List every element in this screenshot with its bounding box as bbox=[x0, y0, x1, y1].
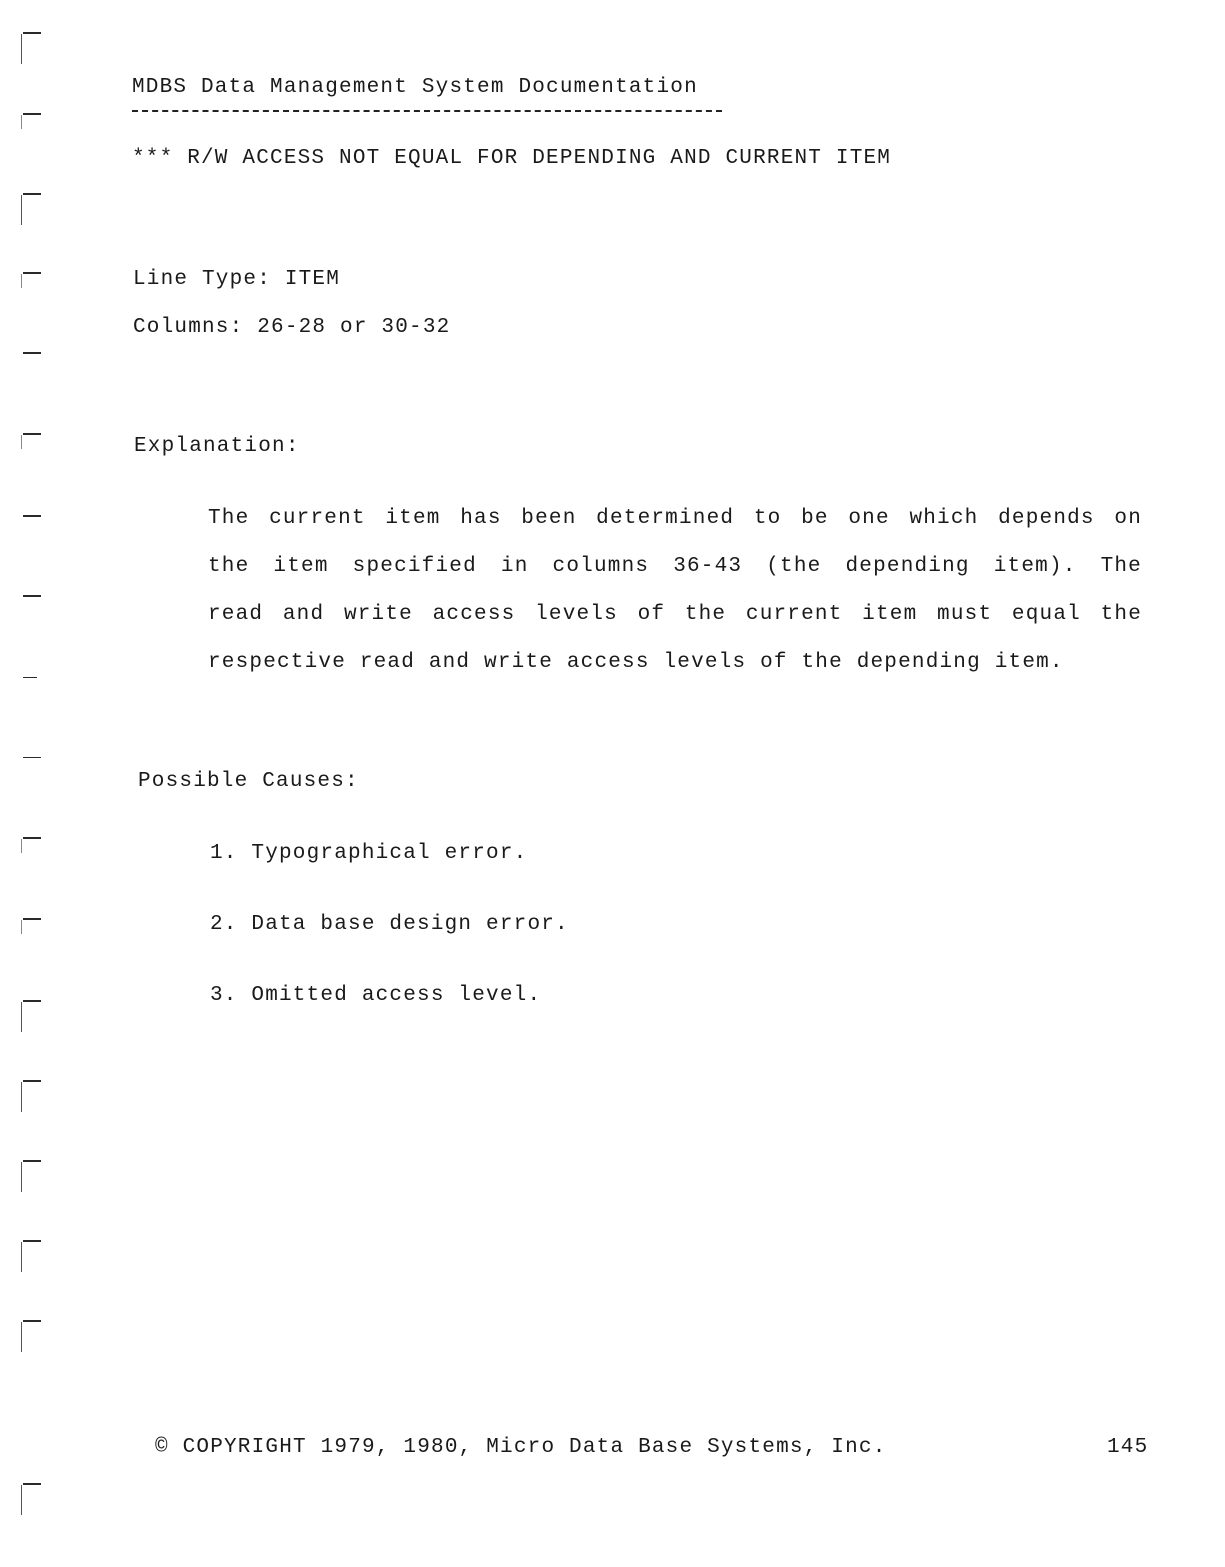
binder-mark bbox=[23, 352, 41, 354]
explanation-line: respective read and write access levels of the depending item. bbox=[208, 651, 1064, 674]
binder-mark bbox=[23, 757, 41, 758]
binder-mark bbox=[23, 193, 41, 195]
explanation-line: The current item has been determined to be one which depends on bbox=[208, 507, 1142, 530]
document-header: MDBS Data Management System Documentation bbox=[132, 76, 698, 99]
binder-mark bbox=[23, 1320, 41, 1322]
binder-mark bbox=[23, 918, 41, 920]
binder-mark bbox=[23, 1000, 41, 1002]
cause-item: 3. Omitted access level. bbox=[210, 984, 542, 1007]
explanation-line: read and write access levels of the current item must equal the bbox=[208, 603, 1142, 626]
cause-item: 2. Data base design error. bbox=[210, 913, 569, 936]
binder-mark bbox=[23, 1240, 41, 1242]
binder-mark bbox=[23, 272, 41, 274]
columns: Columns: 26-28 or 30-32 bbox=[133, 316, 451, 339]
binder-mark bbox=[23, 113, 41, 115]
error-title: *** R/W ACCESS NOT EQUAL FOR DEPENDING AND CURRENT ITEM bbox=[132, 147, 892, 170]
binder-mark bbox=[23, 433, 41, 435]
binder-mark bbox=[23, 32, 41, 34]
binder-mark bbox=[23, 1483, 41, 1485]
binder-mark bbox=[23, 1080, 41, 1082]
explanation-line: the item specified in columns 36-43 (the depending item). The bbox=[208, 555, 1142, 578]
possible-causes-heading: Possible Causes: bbox=[138, 770, 359, 793]
copyright-notice: © COPYRIGHT 1979, 1980, Micro Data Base Systems, Inc. bbox=[155, 1436, 887, 1459]
page-number: 145 bbox=[1107, 1436, 1149, 1459]
header-rule bbox=[132, 110, 722, 112]
binder-mark bbox=[23, 677, 37, 678]
line-type: Line Type: ITEM bbox=[133, 268, 341, 291]
binder-mark bbox=[23, 837, 41, 839]
binder-mark bbox=[23, 515, 41, 517]
binder-mark bbox=[23, 595, 41, 597]
binder-mark bbox=[23, 1160, 41, 1162]
explanation-heading: Explanation: bbox=[134, 435, 300, 458]
cause-item: 1. Typographical error. bbox=[210, 842, 528, 865]
